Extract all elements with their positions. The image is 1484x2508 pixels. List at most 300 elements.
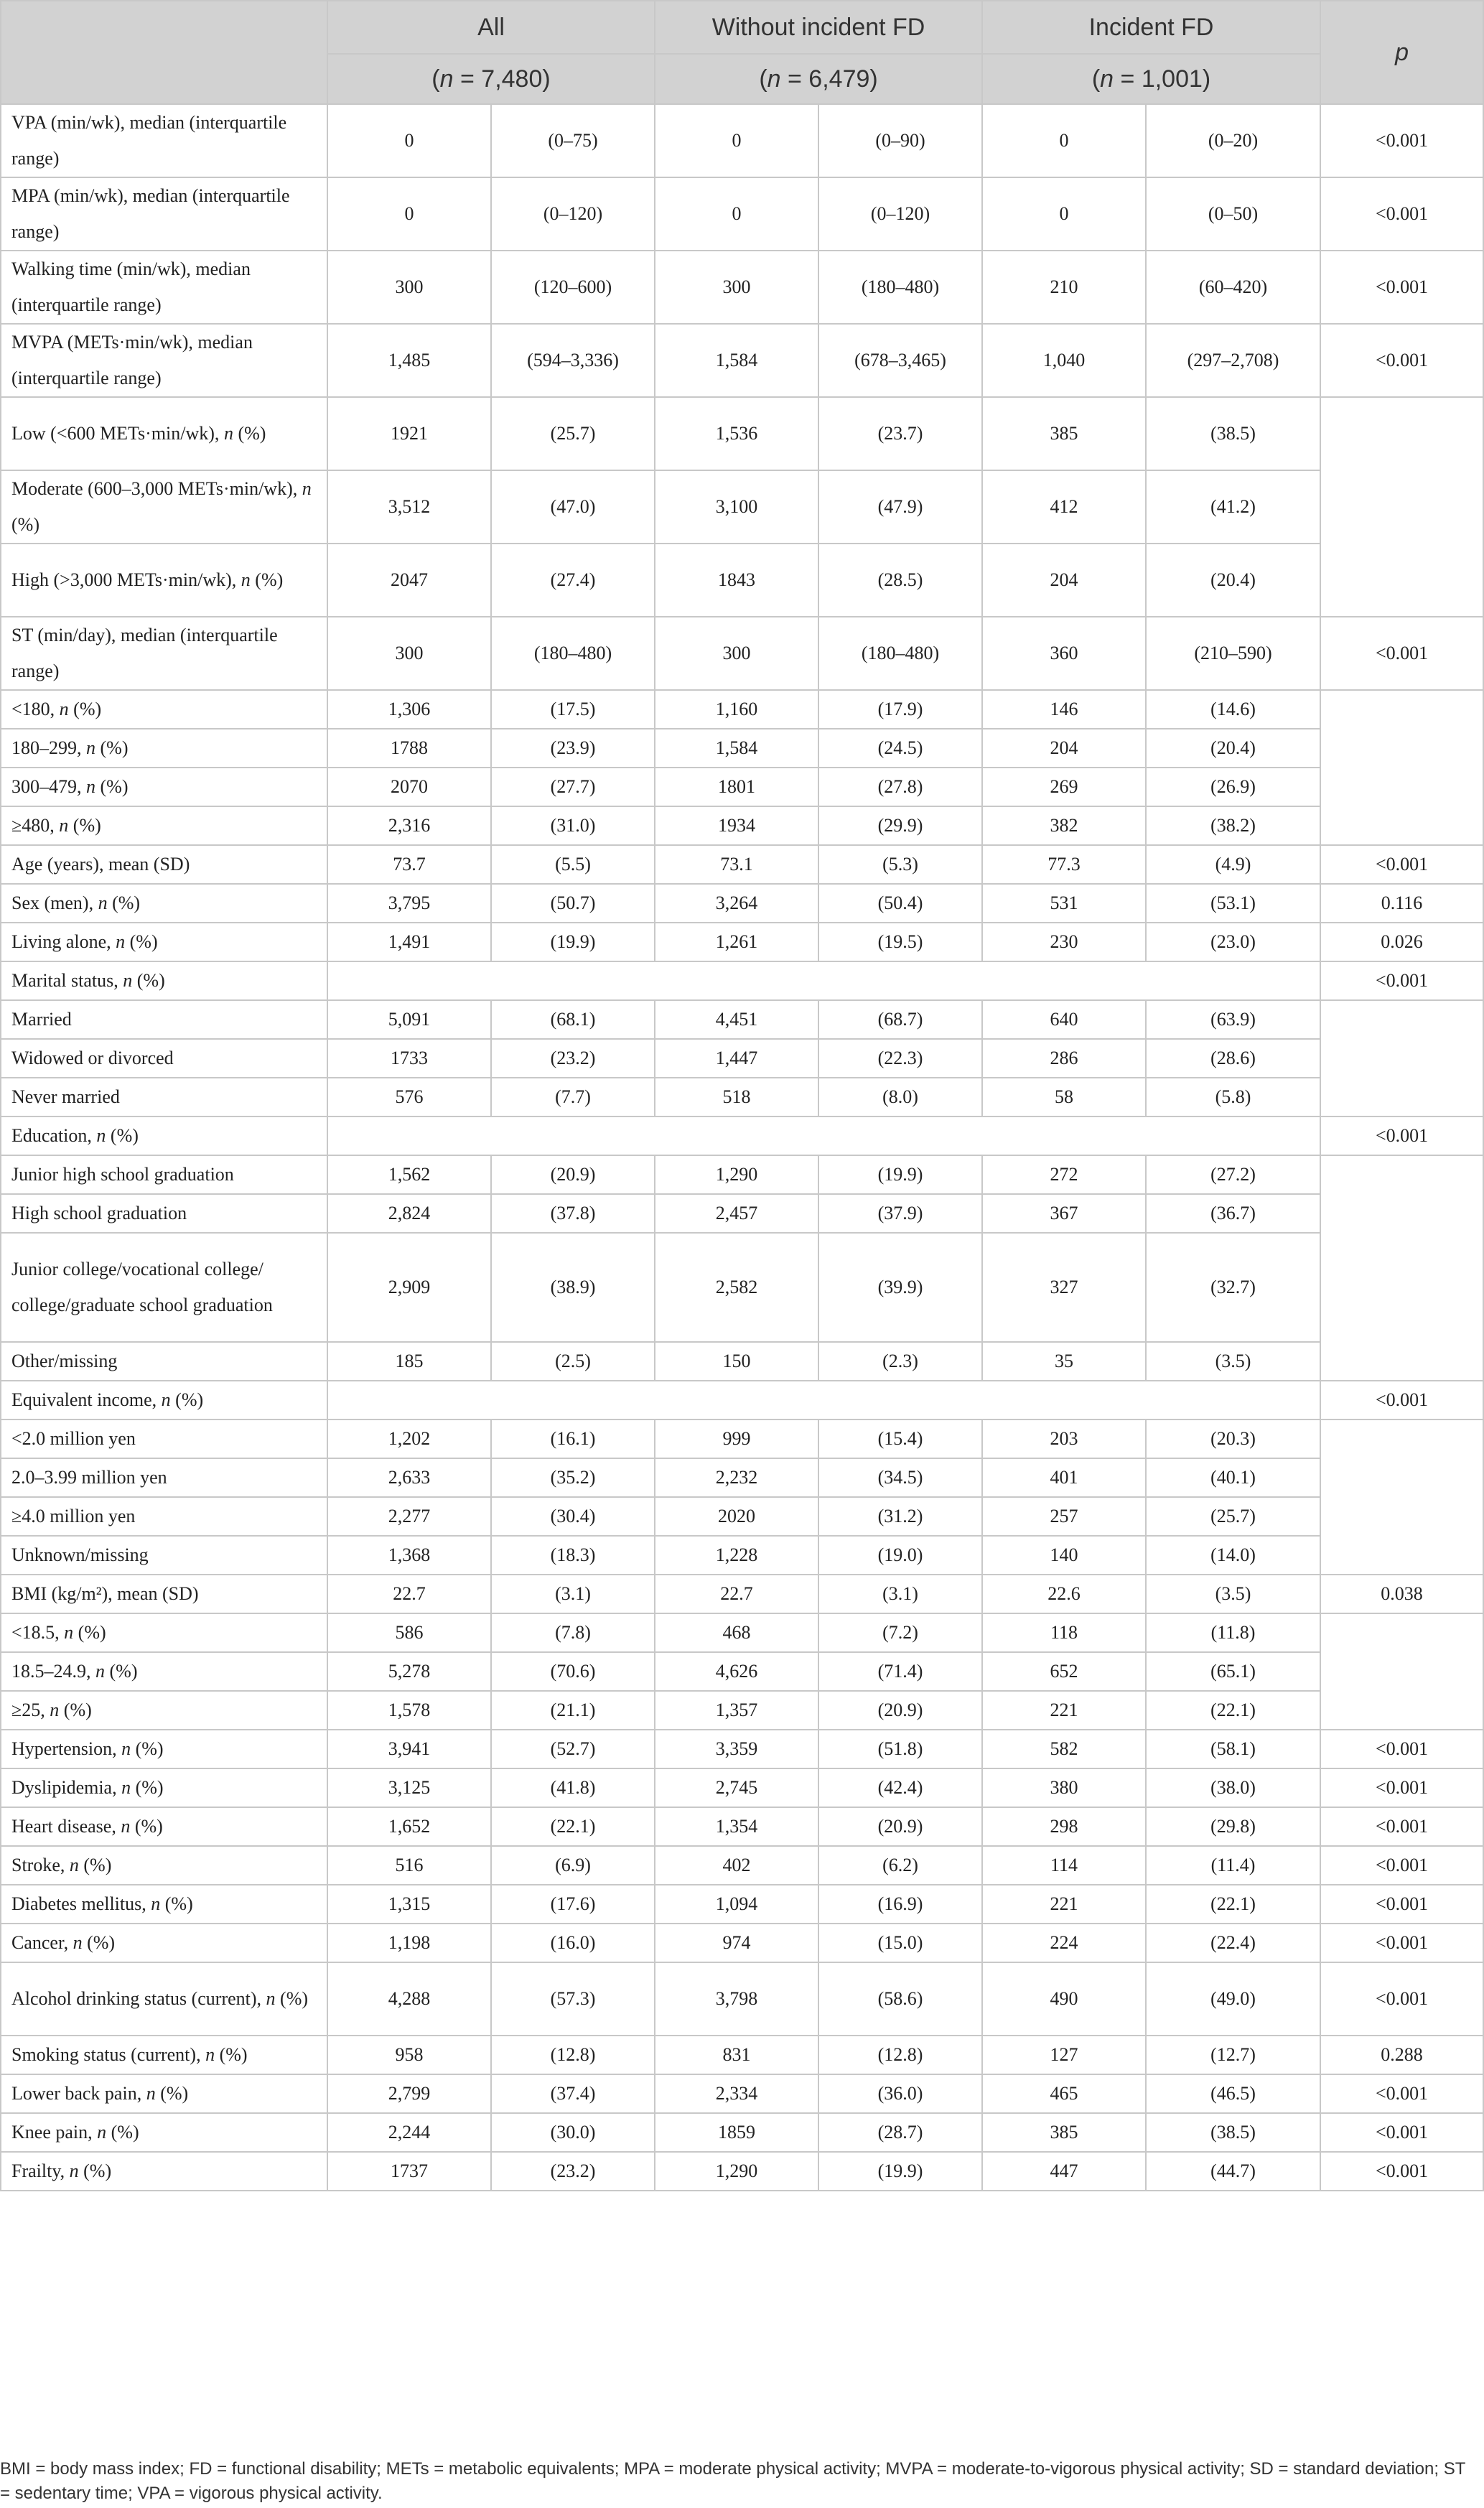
without-range: (19.9) bbox=[818, 1155, 982, 1194]
row-label: ≥480, n (%) bbox=[1, 806, 327, 845]
incident-range: (27.2) bbox=[1146, 1155, 1320, 1194]
row-label: Never married bbox=[1, 1078, 327, 1117]
all-range: (57.3) bbox=[491, 1962, 655, 2036]
all-range: (68.1) bbox=[491, 1000, 655, 1039]
header-row-groups bbox=[1, 1, 1483, 54]
without-value: 1843 bbox=[655, 544, 818, 617]
without-value: 518 bbox=[655, 1078, 818, 1117]
incident-range: (210–590) bbox=[1146, 617, 1320, 690]
without-value: 1,447 bbox=[655, 1039, 818, 1078]
table-row bbox=[1, 806, 1483, 845]
table-body bbox=[1, 104, 1483, 2191]
all-range: (19.9) bbox=[491, 923, 655, 961]
p-value bbox=[1320, 1613, 1483, 1730]
without-range: (20.9) bbox=[818, 1691, 982, 1730]
row-label: Age (years), mean (SD) bbox=[1, 845, 327, 884]
header-n-without: (n = 6,479) bbox=[655, 54, 982, 104]
incident-value: 0 bbox=[982, 177, 1146, 251]
all-range: (5.5) bbox=[491, 845, 655, 884]
all-value: 1788 bbox=[327, 729, 491, 768]
p-value: <0.001 bbox=[1320, 1768, 1483, 1807]
all-value: 3,512 bbox=[327, 470, 491, 544]
without-value: 1934 bbox=[655, 806, 818, 845]
table-row bbox=[1, 1000, 1483, 1039]
incident-value: 298 bbox=[982, 1807, 1146, 1846]
without-range: (34.5) bbox=[818, 1458, 982, 1497]
table-row bbox=[1, 1039, 1483, 1078]
all-value: 0 bbox=[327, 104, 491, 177]
without-range: (31.2) bbox=[818, 1497, 982, 1536]
all-range: (38.9) bbox=[491, 1233, 655, 1342]
all-value: 2070 bbox=[327, 768, 491, 806]
without-range: (37.9) bbox=[818, 1194, 982, 1233]
table-row bbox=[1, 845, 1483, 884]
incident-range: (38.2) bbox=[1146, 806, 1320, 845]
all-value: 300 bbox=[327, 617, 491, 690]
incident-range: (28.6) bbox=[1146, 1039, 1320, 1078]
table-row bbox=[1, 1078, 1483, 1117]
row-label: ≥4.0 million yen bbox=[1, 1497, 327, 1536]
without-range: (50.4) bbox=[818, 884, 982, 923]
all-range: (50.7) bbox=[491, 884, 655, 923]
all-range: (47.0) bbox=[491, 470, 655, 544]
incident-value: 490 bbox=[982, 1962, 1146, 2036]
all-value: 1,198 bbox=[327, 1924, 491, 1962]
row-label: VPA (min/wk), median (interquartile range) bbox=[1, 104, 327, 177]
without-range: (20.9) bbox=[818, 1807, 982, 1846]
table-row bbox=[1, 177, 1483, 251]
row-label: Alcohol drinking status (current), n (%) bbox=[1, 1962, 327, 2036]
without-value: 1,357 bbox=[655, 1691, 818, 1730]
incident-value: 465 bbox=[982, 2074, 1146, 2113]
incident-range: (65.1) bbox=[1146, 1652, 1320, 1691]
row-label: <18.5, n (%) bbox=[1, 1613, 327, 1652]
table-row bbox=[1, 251, 1483, 324]
all-value: 2047 bbox=[327, 544, 491, 617]
header-without-incident-fd: Without incident FD bbox=[655, 1, 982, 54]
incident-range: (40.1) bbox=[1146, 1458, 1320, 1497]
without-value: 2,745 bbox=[655, 1768, 818, 1807]
without-range: (19.5) bbox=[818, 923, 982, 961]
table-row bbox=[1, 1691, 1483, 1730]
all-value: 5,278 bbox=[327, 1652, 491, 1691]
without-value: 3,359 bbox=[655, 1730, 818, 1768]
all-value: 185 bbox=[327, 1342, 491, 1381]
without-value: 3,798 bbox=[655, 1962, 818, 2036]
incident-value: 412 bbox=[982, 470, 1146, 544]
incident-range: (14.0) bbox=[1146, 1536, 1320, 1575]
without-value: 1,290 bbox=[655, 2152, 818, 2191]
all-range: (22.1) bbox=[491, 1807, 655, 1846]
header-p-label: p bbox=[1395, 39, 1409, 66]
all-range: (120–600) bbox=[491, 251, 655, 324]
all-value: 22.7 bbox=[327, 1575, 491, 1613]
p-value: <0.001 bbox=[1320, 1117, 1483, 1155]
all-value: 4,288 bbox=[327, 1962, 491, 2036]
incident-value: 204 bbox=[982, 544, 1146, 617]
table-row bbox=[1, 1381, 1483, 1420]
header-all: All bbox=[327, 1, 655, 54]
table-row bbox=[1, 1575, 1483, 1613]
all-range: (23.2) bbox=[491, 1039, 655, 1078]
p-value bbox=[1320, 1420, 1483, 1575]
without-value: 1,261 bbox=[655, 923, 818, 961]
without-range: (0–120) bbox=[818, 177, 982, 251]
row-label: Dyslipidemia, n (%) bbox=[1, 1768, 327, 1807]
all-range: (16.0) bbox=[491, 1924, 655, 1962]
all-value: 2,244 bbox=[327, 2113, 491, 2152]
all-range: (41.8) bbox=[491, 1768, 655, 1807]
all-value: 0 bbox=[327, 177, 491, 251]
p-value: <0.001 bbox=[1320, 1885, 1483, 1924]
table-row bbox=[1, 1342, 1483, 1381]
without-range: (15.0) bbox=[818, 1924, 982, 1962]
without-value: 150 bbox=[655, 1342, 818, 1381]
p-value: <0.001 bbox=[1320, 2074, 1483, 2113]
incident-value: 1,040 bbox=[982, 324, 1146, 397]
incident-range: (25.7) bbox=[1146, 1497, 1320, 1536]
incident-value: 640 bbox=[982, 1000, 1146, 1039]
all-value: 958 bbox=[327, 2036, 491, 2074]
all-value: 576 bbox=[327, 1078, 491, 1117]
p-value: <0.001 bbox=[1320, 1962, 1483, 2036]
incident-value: 382 bbox=[982, 806, 1146, 845]
table-row bbox=[1, 1730, 1483, 1768]
all-range: (52.7) bbox=[491, 1730, 655, 1768]
incident-range: (36.7) bbox=[1146, 1194, 1320, 1233]
p-value: <0.001 bbox=[1320, 324, 1483, 397]
all-value: 1,368 bbox=[327, 1536, 491, 1575]
incident-range: (11.4) bbox=[1146, 1846, 1320, 1885]
incident-value: 367 bbox=[982, 1194, 1146, 1233]
row-label: Sex (men), n (%) bbox=[1, 884, 327, 923]
without-value: 2020 bbox=[655, 1497, 818, 1536]
incident-value: 221 bbox=[982, 1885, 1146, 1924]
all-range: (16.1) bbox=[491, 1420, 655, 1458]
all-value: 1733 bbox=[327, 1039, 491, 1078]
all-range: (17.5) bbox=[491, 690, 655, 729]
all-range: (20.9) bbox=[491, 1155, 655, 1194]
without-value: 2,457 bbox=[655, 1194, 818, 1233]
table-row bbox=[1, 1807, 1483, 1846]
all-range: (7.8) bbox=[491, 1613, 655, 1652]
without-value: 1,290 bbox=[655, 1155, 818, 1194]
table-row bbox=[1, 1420, 1483, 1458]
row-label: Widowed or divorced bbox=[1, 1039, 327, 1078]
table-row bbox=[1, 884, 1483, 923]
p-value: <0.001 bbox=[1320, 251, 1483, 324]
p-value: <0.001 bbox=[1320, 617, 1483, 690]
header-blank-cell bbox=[1, 1, 327, 104]
without-value: 300 bbox=[655, 617, 818, 690]
all-value: 5,091 bbox=[327, 1000, 491, 1039]
all-range: (23.2) bbox=[491, 2152, 655, 2191]
row-label: 180–299, n (%) bbox=[1, 729, 327, 768]
without-range: (71.4) bbox=[818, 1652, 982, 1691]
p-value: 0.288 bbox=[1320, 2036, 1483, 2074]
header-incident-fd: Incident FD bbox=[982, 1, 1320, 54]
row-label: Low (<600 METs·min/wk), n (%) bbox=[1, 397, 327, 470]
incident-value: 257 bbox=[982, 1497, 1146, 1536]
p-value: <0.001 bbox=[1320, 1730, 1483, 1768]
all-value: 2,799 bbox=[327, 2074, 491, 2113]
incident-value: 127 bbox=[982, 2036, 1146, 2074]
without-range: (16.9) bbox=[818, 1885, 982, 1924]
without-range: (47.9) bbox=[818, 470, 982, 544]
all-range: (31.0) bbox=[491, 806, 655, 845]
table-row bbox=[1, 729, 1483, 768]
row-label: High school graduation bbox=[1, 1194, 327, 1233]
table-row bbox=[1, 1885, 1483, 1924]
incident-value: 385 bbox=[982, 397, 1146, 470]
incident-range: (38.5) bbox=[1146, 2113, 1320, 2152]
without-range: (7.2) bbox=[818, 1613, 982, 1652]
incident-value: 204 bbox=[982, 729, 1146, 768]
without-range: (17.9) bbox=[818, 690, 982, 729]
all-value: 73.7 bbox=[327, 845, 491, 884]
p-value: <0.001 bbox=[1320, 177, 1483, 251]
without-range: (8.0) bbox=[818, 1078, 982, 1117]
without-value: 974 bbox=[655, 1924, 818, 1962]
incident-range: (49.0) bbox=[1146, 1962, 1320, 2036]
header-p-value bbox=[1320, 1, 1483, 104]
row-label: 18.5–24.9, n (%) bbox=[1, 1652, 327, 1691]
without-value: 300 bbox=[655, 251, 818, 324]
incident-range: (58.1) bbox=[1146, 1730, 1320, 1768]
without-range: (180–480) bbox=[818, 251, 982, 324]
row-label: Marital status, n (%) bbox=[1, 961, 327, 1000]
incident-range: (60–420) bbox=[1146, 251, 1320, 324]
incident-range: (38.5) bbox=[1146, 397, 1320, 470]
all-value: 2,277 bbox=[327, 1497, 491, 1536]
table-row bbox=[1, 1233, 1483, 1342]
section-spacer bbox=[327, 961, 1320, 1000]
row-label: MPA (min/wk), median (interquartile range) bbox=[1, 177, 327, 251]
incident-range: (4.9) bbox=[1146, 845, 1320, 884]
incident-value: 286 bbox=[982, 1039, 1146, 1078]
row-label: Hypertension, n (%) bbox=[1, 1730, 327, 1768]
without-value: 1859 bbox=[655, 2113, 818, 2152]
table-footnote: BMI = body mass index; FD = functional disability; METs = metabolic equivalents; MPA = moderate physical activity; MVPA = moderate-to-vigorous physical activity; SD = standard deviation; ST = sedentary time; VPA = vigorous physical activity. bbox=[0, 2459, 1465, 2503]
incident-value: 224 bbox=[982, 1924, 1146, 1962]
incident-range: (46.5) bbox=[1146, 2074, 1320, 2113]
incident-range: (32.7) bbox=[1146, 1233, 1320, 1342]
incident-range: (22.1) bbox=[1146, 1885, 1320, 1924]
without-value: 468 bbox=[655, 1613, 818, 1652]
without-value: 3,264 bbox=[655, 884, 818, 923]
without-value: 22.7 bbox=[655, 1575, 818, 1613]
incident-value: 582 bbox=[982, 1730, 1146, 1768]
table-row bbox=[1, 1117, 1483, 1155]
all-value: 1,562 bbox=[327, 1155, 491, 1194]
all-value: 1,652 bbox=[327, 1807, 491, 1846]
p-value: <0.001 bbox=[1320, 1381, 1483, 1420]
all-range: (27.4) bbox=[491, 544, 655, 617]
incident-value: 272 bbox=[982, 1155, 1146, 1194]
without-value: 2,582 bbox=[655, 1233, 818, 1342]
all-range: (37.8) bbox=[491, 1194, 655, 1233]
row-label: <2.0 million yen bbox=[1, 1420, 327, 1458]
table-row bbox=[1, 617, 1483, 690]
all-range: (2.5) bbox=[491, 1342, 655, 1381]
incident-range: (38.0) bbox=[1146, 1768, 1320, 1807]
table-row bbox=[1, 2074, 1483, 2113]
incident-range: (53.1) bbox=[1146, 884, 1320, 923]
table-row bbox=[1, 1194, 1483, 1233]
incident-range: (11.8) bbox=[1146, 1613, 1320, 1652]
without-value: 0 bbox=[655, 104, 818, 177]
p-value: <0.001 bbox=[1320, 845, 1483, 884]
table-row bbox=[1, 923, 1483, 961]
all-range: (0–120) bbox=[491, 177, 655, 251]
incident-value: 210 bbox=[982, 251, 1146, 324]
incident-value: 203 bbox=[982, 1420, 1146, 1458]
row-label: Education, n (%) bbox=[1, 1117, 327, 1155]
row-label: Lower back pain, n (%) bbox=[1, 2074, 327, 2113]
table-row bbox=[1, 2036, 1483, 2074]
all-range: (70.6) bbox=[491, 1652, 655, 1691]
row-label: BMI (kg/m²), mean (SD) bbox=[1, 1575, 327, 1613]
without-range: (51.8) bbox=[818, 1730, 982, 1768]
all-range: (37.4) bbox=[491, 2074, 655, 2113]
incident-range: (297–2,708) bbox=[1146, 324, 1320, 397]
without-value: 1,536 bbox=[655, 397, 818, 470]
row-label: ≥25, n (%) bbox=[1, 1691, 327, 1730]
incident-value: 58 bbox=[982, 1078, 1146, 1117]
incident-range: (14.6) bbox=[1146, 690, 1320, 729]
table-row bbox=[1, 1846, 1483, 1885]
without-range: (28.5) bbox=[818, 544, 982, 617]
incident-range: (5.8) bbox=[1146, 1078, 1320, 1117]
all-value: 586 bbox=[327, 1613, 491, 1652]
row-label: Moderate (600–3,000 METs·min/wk), n (%) bbox=[1, 470, 327, 544]
incident-value: 269 bbox=[982, 768, 1146, 806]
row-label: MVPA (METs·min/wk), median (interquartile range) bbox=[1, 324, 327, 397]
all-value: 3,941 bbox=[327, 1730, 491, 1768]
incident-range: (22.1) bbox=[1146, 1691, 1320, 1730]
header-n-incident: (n = 1,001) bbox=[982, 54, 1320, 104]
all-range: (27.7) bbox=[491, 768, 655, 806]
without-value: 3,100 bbox=[655, 470, 818, 544]
without-range: (19.9) bbox=[818, 2152, 982, 2191]
table-row bbox=[1, 470, 1483, 544]
all-range: (35.2) bbox=[491, 1458, 655, 1497]
incident-value: 327 bbox=[982, 1233, 1146, 1342]
table-row bbox=[1, 1613, 1483, 1652]
incident-value: 77.3 bbox=[982, 845, 1146, 884]
row-label: Other/missing bbox=[1, 1342, 327, 1381]
p-value: <0.001 bbox=[1320, 1924, 1483, 1962]
incident-range: (3.5) bbox=[1146, 1342, 1320, 1381]
p-value: 0.116 bbox=[1320, 884, 1483, 923]
all-value: 1,491 bbox=[327, 923, 491, 961]
all-value: 1921 bbox=[327, 397, 491, 470]
all-value: 2,909 bbox=[327, 1233, 491, 1342]
all-value: 1,306 bbox=[327, 690, 491, 729]
without-value: 1,584 bbox=[655, 729, 818, 768]
table-row bbox=[1, 1536, 1483, 1575]
table-row bbox=[1, 2113, 1483, 2152]
all-range: (23.9) bbox=[491, 729, 655, 768]
incident-value: 401 bbox=[982, 1458, 1146, 1497]
without-range: (29.9) bbox=[818, 806, 982, 845]
all-range: (12.8) bbox=[491, 2036, 655, 2074]
all-range: (25.7) bbox=[491, 397, 655, 470]
row-label: Junior college/vocational college/ college/graduate school graduation bbox=[1, 1233, 327, 1342]
table-row bbox=[1, 324, 1483, 397]
all-range: (594–3,336) bbox=[491, 324, 655, 397]
table-row bbox=[1, 2152, 1483, 2191]
p-value: <0.001 bbox=[1320, 1807, 1483, 1846]
without-value: 1,160 bbox=[655, 690, 818, 729]
row-label: 300–479, n (%) bbox=[1, 768, 327, 806]
without-value: 1,094 bbox=[655, 1885, 818, 1924]
row-label: Heart disease, n (%) bbox=[1, 1807, 327, 1846]
without-range: (22.3) bbox=[818, 1039, 982, 1078]
all-value: 1,202 bbox=[327, 1420, 491, 1458]
p-value bbox=[1320, 397, 1483, 617]
row-label: Junior high school graduation bbox=[1, 1155, 327, 1194]
without-range: (23.7) bbox=[818, 397, 982, 470]
all-value: 2,633 bbox=[327, 1458, 491, 1497]
row-label: Diabetes mellitus, n (%) bbox=[1, 1885, 327, 1924]
p-value bbox=[1320, 1155, 1483, 1381]
p-value: 0.038 bbox=[1320, 1575, 1483, 1613]
without-value: 1,354 bbox=[655, 1807, 818, 1846]
row-label: Walking time (min/wk), median (interquartile range) bbox=[1, 251, 327, 324]
incident-range: (44.7) bbox=[1146, 2152, 1320, 2191]
row-label: <180, n (%) bbox=[1, 690, 327, 729]
incident-range: (29.8) bbox=[1146, 1807, 1320, 1846]
without-value: 0 bbox=[655, 177, 818, 251]
without-range: (6.2) bbox=[818, 1846, 982, 1885]
incident-value: 221 bbox=[982, 1691, 1146, 1730]
incident-value: 447 bbox=[982, 2152, 1146, 2191]
row-label: Married bbox=[1, 1000, 327, 1039]
section-spacer bbox=[327, 1117, 1320, 1155]
row-label: 2.0–3.99 million yen bbox=[1, 1458, 327, 1497]
table-row bbox=[1, 1155, 1483, 1194]
table-row bbox=[1, 1497, 1483, 1536]
incident-value: 22.6 bbox=[982, 1575, 1146, 1613]
without-range: (68.7) bbox=[818, 1000, 982, 1039]
all-value: 3,125 bbox=[327, 1768, 491, 1807]
table-row bbox=[1, 397, 1483, 470]
all-value: 1,485 bbox=[327, 324, 491, 397]
without-value: 73.1 bbox=[655, 845, 818, 884]
incident-value: 118 bbox=[982, 1613, 1146, 1652]
incident-value: 35 bbox=[982, 1342, 1146, 1381]
p-value: <0.001 bbox=[1320, 2152, 1483, 2191]
p-value bbox=[1320, 1000, 1483, 1117]
without-value: 2,334 bbox=[655, 2074, 818, 2113]
p-value: <0.001 bbox=[1320, 1846, 1483, 1885]
table-row bbox=[1, 1768, 1483, 1807]
without-range: (39.9) bbox=[818, 1233, 982, 1342]
incident-value: 360 bbox=[982, 617, 1146, 690]
all-value: 2,824 bbox=[327, 1194, 491, 1233]
all-range: (17.6) bbox=[491, 1885, 655, 1924]
all-value: 3,795 bbox=[327, 884, 491, 923]
incident-range: (12.7) bbox=[1146, 2036, 1320, 2074]
all-range: (21.1) bbox=[491, 1691, 655, 1730]
incident-range: (20.4) bbox=[1146, 544, 1320, 617]
without-range: (27.8) bbox=[818, 768, 982, 806]
incident-range: (20.4) bbox=[1146, 729, 1320, 768]
row-label: Knee pain, n (%) bbox=[1, 2113, 327, 2152]
p-value: <0.001 bbox=[1320, 104, 1483, 177]
without-range: (15.4) bbox=[818, 1420, 982, 1458]
